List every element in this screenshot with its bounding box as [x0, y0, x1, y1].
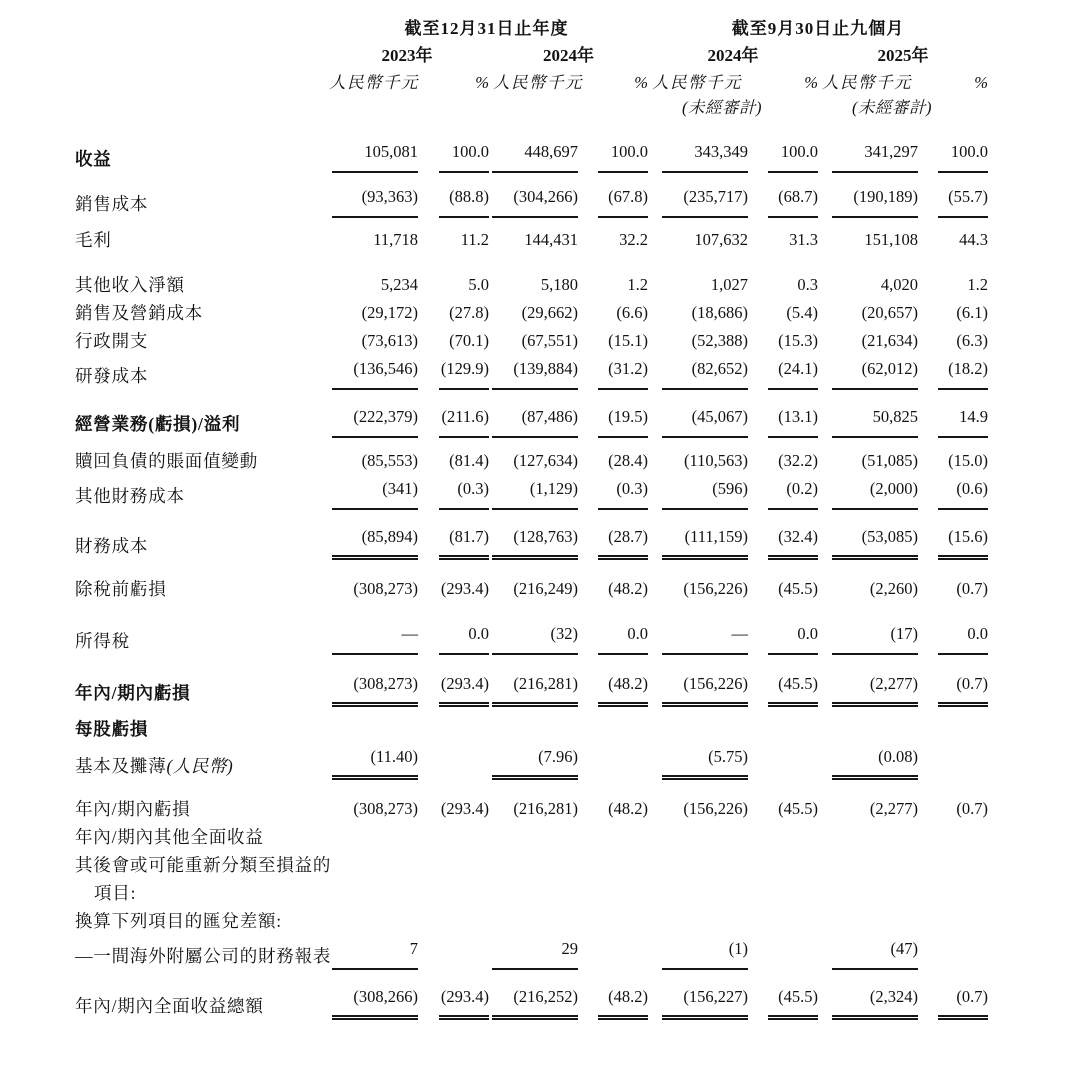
- unit-label: 人民幣千元: [822, 73, 912, 92]
- cell-value: (27.8): [449, 303, 489, 322]
- cell-value: (0.7): [938, 670, 988, 707]
- cell-value: (2,000): [832, 475, 918, 510]
- percent-header: %: [475, 73, 489, 92]
- cell-value: (87,486): [492, 403, 578, 438]
- row-label: 項目:: [94, 883, 137, 903]
- cell-value: 31.3: [789, 230, 818, 249]
- cell-value: (216,281): [492, 670, 578, 707]
- cell-value: (85,894): [332, 523, 418, 560]
- cell-value: (129.9): [439, 355, 489, 390]
- cell-value: (20,657): [861, 303, 918, 322]
- cell-value: (18.2): [938, 355, 988, 390]
- table-row: [75, 355, 988, 390]
- row-label: 研發成本: [75, 366, 149, 386]
- cell-value: 0.0: [439, 620, 489, 655]
- cell-value: 448,697: [492, 138, 578, 173]
- cell-value: 5,180: [540, 275, 578, 294]
- cell-value: (216,249): [513, 579, 578, 598]
- cell-value: 5,234: [380, 275, 418, 294]
- row-label: 其他財務成本: [75, 486, 185, 506]
- row-label: 收益: [75, 149, 112, 169]
- cell-value: (0.7): [956, 579, 988, 598]
- row-label: 贖回負債的賬面值變動: [75, 451, 258, 471]
- cell-value: (51,085): [861, 451, 918, 470]
- cell-value: 1,027: [710, 275, 748, 294]
- cell-value: (45,067): [662, 403, 748, 438]
- row-label: 經營業務(虧損)/溢利: [75, 414, 241, 434]
- income-statement-table: [75, 16, 988, 1020]
- unit-header: [818, 70, 932, 120]
- row-label: 年內/期內虧損: [75, 799, 191, 819]
- cell-value: (0.6): [938, 475, 988, 510]
- cell-value: (70.1): [449, 331, 489, 350]
- cell-value: (29,172): [361, 303, 418, 322]
- row-label-currency-note: (人民幣): [166, 756, 234, 776]
- cell-value: 7: [332, 935, 418, 970]
- row-label: 換算下列項目的匯兌差額:: [75, 911, 282, 931]
- year-2024-interim: 2024年: [707, 46, 759, 65]
- cell-value: (55.7): [938, 183, 988, 218]
- row-label: 其他收入淨額: [75, 275, 185, 295]
- cell-value: (52,388): [691, 331, 748, 350]
- cell-value: 107,632: [694, 230, 748, 249]
- table-row: [75, 475, 988, 510]
- cell-value: (308,273): [353, 799, 418, 818]
- table-row: [75, 327, 988, 355]
- cell-value: (47): [832, 935, 918, 970]
- cell-value: (1,129): [492, 475, 578, 510]
- cell-value: (127,634): [513, 451, 578, 470]
- cell-value: (110,563): [683, 451, 748, 470]
- cell-value: (48.2): [598, 983, 648, 1020]
- cell-value: (73,613): [361, 331, 418, 350]
- cell-value: 100.0: [598, 138, 648, 173]
- cell-value: (32): [492, 620, 578, 655]
- cell-value: (85,553): [361, 451, 418, 470]
- table-row: [75, 603, 988, 655]
- cell-value: (15.0): [948, 451, 988, 470]
- row-label: 年內/期內其他全面收益: [75, 827, 264, 847]
- cell-value: (293.4): [439, 983, 489, 1020]
- header-spacer: [75, 16, 325, 42]
- cell-value: 50,825: [832, 403, 918, 438]
- unit-header: [489, 70, 583, 120]
- table-row: [75, 823, 988, 851]
- cell-value: (2,277): [869, 799, 918, 818]
- cell-value: (5.4): [786, 303, 818, 322]
- cell-value: (596): [662, 475, 748, 510]
- year-2023: 2023年: [381, 46, 433, 65]
- cell-value: (32.4): [768, 523, 818, 560]
- cell-value: (0.7): [938, 983, 988, 1020]
- table-row: [75, 879, 988, 907]
- cell-value: (136,546): [332, 355, 418, 390]
- cell-value: (293.4): [439, 670, 489, 707]
- row-label: 所得稅: [75, 631, 130, 651]
- cell-value: (2,260): [869, 579, 918, 598]
- cell-value: (2,324): [832, 983, 918, 1020]
- header-spacer: [75, 70, 325, 120]
- year-row: [75, 42, 988, 70]
- cell-value: (0.2): [768, 475, 818, 510]
- cell-value: (304,266): [492, 183, 578, 218]
- row-label: 除稅前虧損: [75, 579, 167, 599]
- table-row: [75, 254, 988, 299]
- cell-value: (308,266): [332, 983, 418, 1020]
- table-row: [75, 907, 988, 935]
- table-row: [75, 560, 988, 603]
- cell-value: (21,634): [861, 331, 918, 350]
- cell-value: 14.9: [938, 403, 988, 438]
- cell-value: 105,081: [332, 138, 418, 173]
- table-row: [75, 390, 988, 438]
- cell-value: (156,226): [683, 799, 748, 818]
- cell-value: 0.0: [938, 620, 988, 655]
- cell-value: 32.2: [619, 230, 648, 249]
- cell-value: (222,379): [332, 403, 418, 438]
- cell-value: (68.7): [768, 183, 818, 218]
- cell-value: (15.1): [608, 331, 648, 350]
- cell-value: (18,686): [691, 303, 748, 322]
- cell-value: (235,717): [662, 183, 748, 218]
- cell-value: (6.6): [616, 303, 648, 322]
- cell-value: 100.0: [439, 138, 489, 173]
- row-label: 銷售成本: [75, 194, 149, 214]
- cell-value: —: [662, 620, 748, 655]
- cell-value: (88.8): [439, 183, 489, 218]
- unit-label: 人民幣千元: [493, 73, 583, 92]
- cell-value: 343,349: [662, 138, 748, 173]
- cell-value: (0.7): [956, 799, 988, 818]
- cell-value: 1.2: [627, 275, 648, 294]
- table-row: [75, 173, 988, 218]
- unaudited-note: (未經審計): [682, 98, 762, 117]
- cell-value: (1): [662, 935, 748, 970]
- cell-value: 29: [492, 935, 578, 970]
- cell-value: (62,012): [832, 355, 918, 390]
- cell-value: (293.4): [440, 799, 489, 818]
- cell-value: (211.6): [439, 403, 489, 438]
- table-row: [75, 707, 988, 743]
- cell-value: 5.0: [468, 275, 489, 294]
- cell-value: (341): [332, 475, 418, 510]
- unit-label: 人民幣千元: [652, 73, 742, 92]
- row-label: 基本及攤薄: [75, 756, 167, 776]
- cell-value: (156,227): [662, 983, 748, 1020]
- cell-value: (53,085): [832, 523, 918, 560]
- row-label: 銷售及營銷成本: [75, 303, 204, 323]
- cell-value: (156,226): [683, 579, 748, 598]
- cell-value: 100.0: [938, 138, 988, 173]
- cell-value: 4,020: [880, 275, 918, 294]
- cell-value: (48.2): [608, 579, 648, 598]
- table-row: [75, 935, 988, 970]
- cell-value: (111,159): [662, 523, 748, 560]
- cell-value: (81.4): [449, 451, 489, 470]
- cell-value: (24.1): [768, 355, 818, 390]
- period-group-interim: 截至9月30日止九個月: [731, 19, 905, 38]
- cell-value: 11.2: [460, 230, 489, 249]
- table-row: [75, 299, 988, 327]
- row-label: 年內/期內虧損: [75, 683, 191, 703]
- table-row: [75, 120, 988, 173]
- cell-value: —: [332, 620, 418, 655]
- cell-value: (293.4): [440, 579, 489, 598]
- table-row: [75, 510, 988, 560]
- cell-value: (81.7): [439, 523, 489, 560]
- table-row: [75, 780, 988, 823]
- cell-value: (5.75): [662, 743, 748, 780]
- table-row: [75, 218, 988, 254]
- cell-value: 100.0: [768, 138, 818, 173]
- cell-value: (139,884): [492, 355, 578, 390]
- header-spacer: [75, 42, 325, 70]
- cell-value: 151,108: [864, 230, 918, 249]
- table-row: [75, 743, 988, 780]
- unit-header: [325, 70, 418, 120]
- unit-row: [75, 70, 988, 120]
- table-row: [75, 851, 988, 879]
- cell-value: (15.3): [778, 331, 818, 350]
- row-label: 年內/期內全面收益總額: [75, 996, 264, 1016]
- cell-value: (48.2): [598, 670, 648, 707]
- table-row: [75, 438, 988, 475]
- cell-value: (17): [832, 620, 918, 655]
- cell-value: (19.5): [598, 403, 648, 438]
- cell-value: (45.5): [768, 983, 818, 1020]
- row-label: 行政開支: [75, 331, 149, 351]
- cell-value: (13.1): [768, 403, 818, 438]
- cell-value: (156,226): [662, 670, 748, 707]
- cell-value: (7.96): [492, 743, 578, 780]
- percent-header: %: [974, 73, 988, 92]
- unaudited-note: (未經審計): [852, 98, 932, 117]
- cell-value: (0.3): [439, 475, 489, 510]
- percent-header: %: [804, 73, 818, 92]
- unit-header: [648, 70, 762, 120]
- cell-value: (45.5): [768, 670, 818, 707]
- cell-value: (31.2): [598, 355, 648, 390]
- cell-value: (0.3): [598, 475, 648, 510]
- cell-value: (308,273): [353, 579, 418, 598]
- cell-value: (82,652): [662, 355, 748, 390]
- cell-value: (32.2): [778, 451, 818, 470]
- cell-value: (15.6): [938, 523, 988, 560]
- year-2025-interim: 2025年: [877, 46, 929, 65]
- cell-value: 0.0: [768, 620, 818, 655]
- row-label: 毛利: [75, 230, 112, 250]
- unit-label: 人民幣千元: [329, 73, 419, 92]
- cell-value: 44.3: [959, 230, 988, 249]
- cell-value: 0.3: [797, 275, 818, 294]
- period-group-row: [75, 16, 988, 42]
- cell-value: (308,273): [332, 670, 418, 707]
- cell-value: (28.7): [598, 523, 648, 560]
- cell-value: (6.1): [956, 303, 988, 322]
- cell-value: (45.5): [778, 799, 818, 818]
- row-label: 每股虧損: [75, 719, 149, 739]
- cell-value: 144,431: [524, 230, 578, 249]
- table-row: [75, 655, 988, 707]
- cell-value: (28.4): [608, 451, 648, 470]
- year-2024: 2024年: [543, 46, 594, 65]
- cell-value: (0.08): [832, 743, 918, 780]
- percent-header: %: [634, 73, 648, 92]
- cell-value: 1.2: [967, 275, 988, 294]
- cell-value: (11.40): [332, 743, 418, 780]
- cell-value: (67,551): [521, 331, 578, 350]
- table-row: [75, 970, 988, 1020]
- cell-value: (48.2): [608, 799, 648, 818]
- period-group-annual: 截至12月31日止年度: [404, 19, 569, 38]
- cell-value: (190,189): [832, 183, 918, 218]
- cell-value: (6.3): [956, 331, 988, 350]
- cell-value: 0.0: [598, 620, 648, 655]
- cell-value: (2,277): [832, 670, 918, 707]
- cell-value: (216,252): [492, 983, 578, 1020]
- cell-value: (45.5): [778, 579, 818, 598]
- cell-value: (29,662): [521, 303, 578, 322]
- cell-value: 11,718: [373, 230, 418, 249]
- cell-value: (93,363): [332, 183, 418, 218]
- row-label: —一間海外附屬公司的財務報表: [75, 946, 332, 966]
- cell-value: (67.8): [598, 183, 648, 218]
- row-label: 財務成本: [75, 536, 149, 556]
- cell-value: (216,281): [513, 799, 578, 818]
- row-label: 其後會或可能重新分類至損益的: [75, 855, 332, 875]
- cell-value: 341,297: [832, 138, 918, 173]
- cell-value: (128,763): [492, 523, 578, 560]
